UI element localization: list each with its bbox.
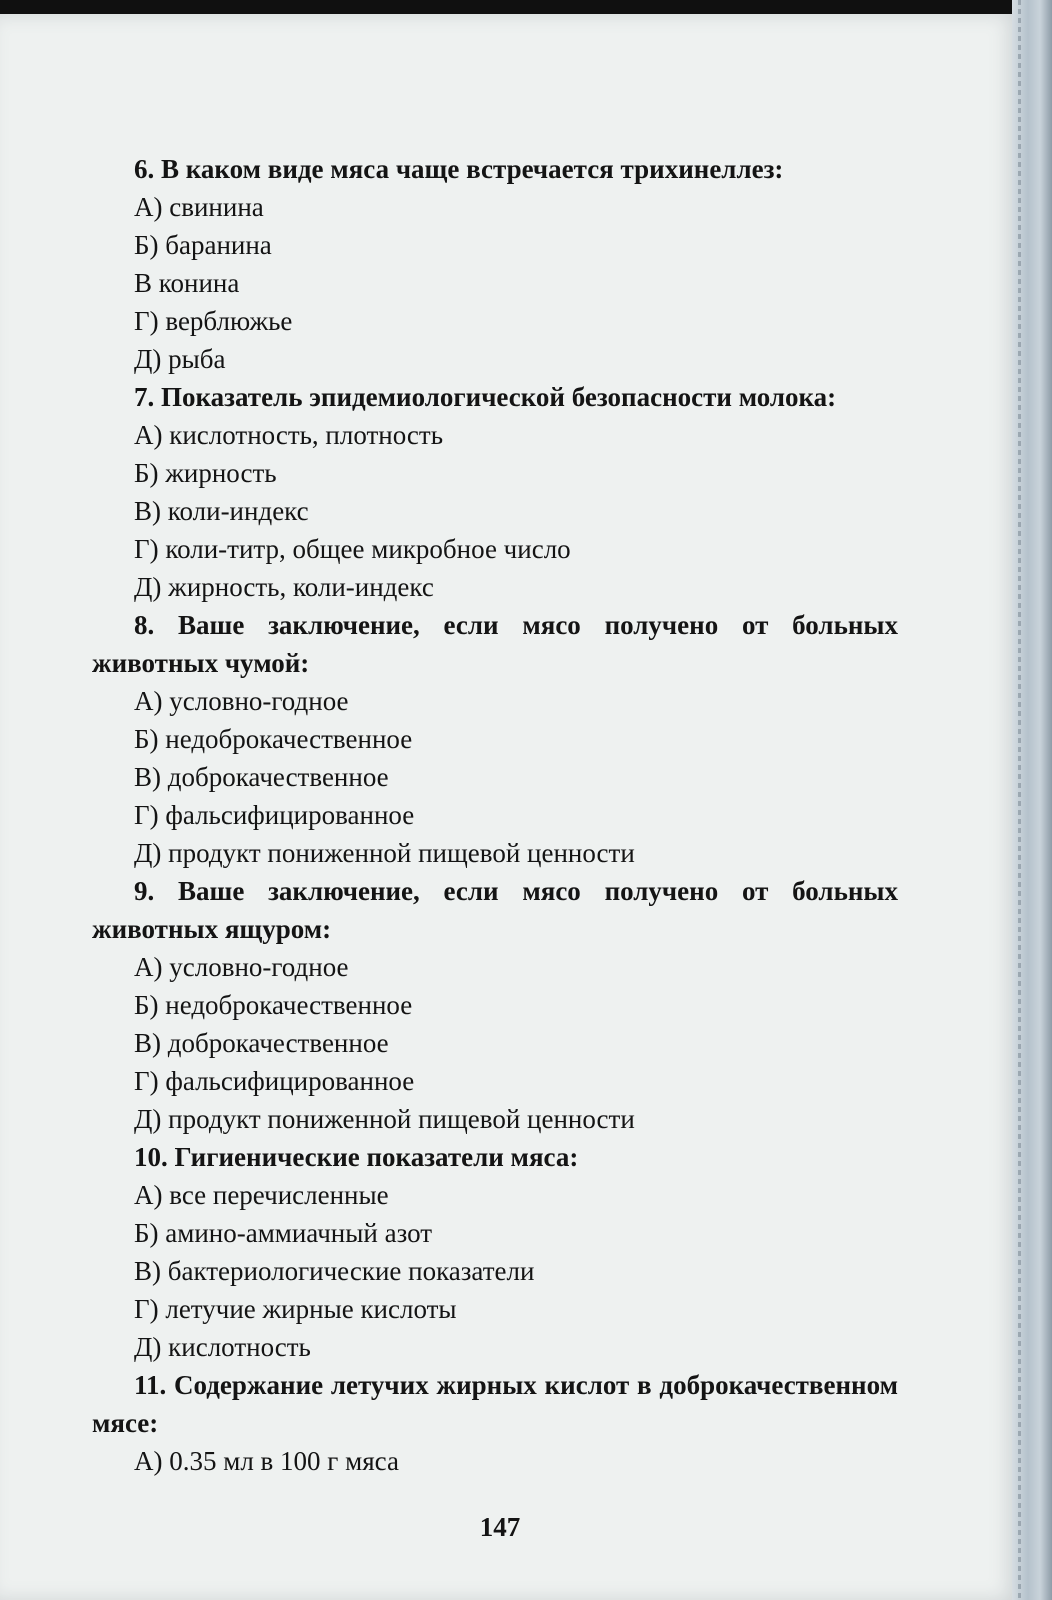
answer-option: Г) коли-титр, общее микробное число [134,534,571,564]
question-block-7 [92,378,898,606]
question-8: 8. Ваше заключение, если мясо получено от больных животных чумой: [92,610,898,678]
page-number: 147 [479,1512,521,1542]
answer-option: Б) амино-аммиачный азот [134,1218,433,1248]
answer-option: Д) жирность, коли-индекс [134,572,434,602]
answer-option: Г) верблюжье [134,306,293,336]
answer-option: А) свинина [134,192,264,222]
answer-option: В конина [134,268,240,298]
answer-option: В) доброкачественное [134,1028,389,1058]
answer-option: Д) кислотность [134,1332,311,1362]
answer-option: А) условно-годное [134,686,349,716]
question-block-9 [92,872,898,1138]
answer-option: Г) фальсифицированное [134,800,415,830]
answer-option: Б) баранина [134,230,272,260]
question-block-10 [92,1138,898,1366]
question-6: 6. В каком виде мяса чаще встречается трихинеллез: [134,154,784,184]
answer-option: Д) продукт пониженной пищевой ценности [134,1104,635,1134]
answer-option: Д) рыба [134,344,226,374]
answer-option: Д) продукт пониженной пищевой ценности [134,838,635,868]
answer-option: В) бактериологические показатели [134,1256,535,1286]
answer-option: В) коли-индекс [134,496,309,526]
question-block-6 [92,150,898,378]
question-7: 7. Показатель эпидемиологической безопасности молока: [134,382,837,412]
book-page [0,14,1018,1600]
answer-option: Г) фальсифицированное [134,1066,415,1096]
book-page-edge [1012,0,1052,1600]
answer-option: Г) летучие жирные кислоты [134,1294,457,1324]
question-11: 11. Содержание летучих жирных кислот в доброкачественном мясе: [92,1370,898,1438]
question-10: 10. Гигиенические показатели мяса: [134,1142,579,1172]
page-content [92,150,898,1480]
answer-option: Б) недоброкачественное [134,990,413,1020]
answer-option: А) 0.35 мл в 100 г мяса [134,1446,399,1476]
answer-option: А) кислотность, плотность [134,420,444,450]
question-block-8 [92,606,898,872]
answer-option: А) условно-годное [134,952,349,982]
answer-option: Б) недоброкачественное [134,724,413,754]
question-9: 9. Ваше заключение, если мясо получено от больных животных ящуром: [92,876,898,944]
answer-option: Б) жирность [134,458,277,488]
answer-option: А) все перечисленные [134,1180,389,1210]
answer-option: В) доброкачественное [134,762,389,792]
question-block-11 [92,1366,898,1480]
